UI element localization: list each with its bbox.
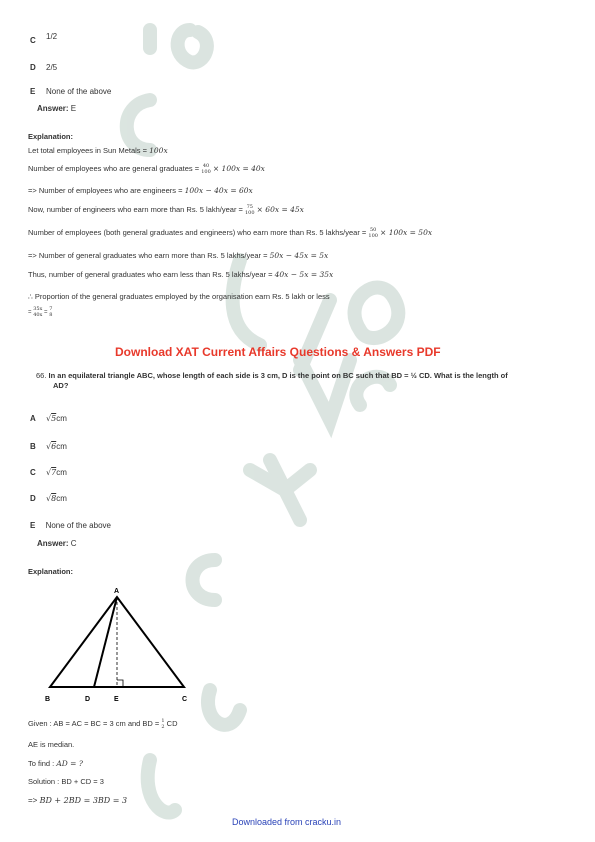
fraction-denominator: 40x	[33, 312, 43, 318]
sqrt-sign: √6	[46, 442, 57, 451]
fraction-denominator: 100	[368, 233, 378, 239]
option-text: None of the above	[45, 521, 111, 530]
question-number: 66.	[36, 371, 47, 380]
option-letter: E	[30, 521, 36, 530]
line-math: 40x − 5x = 35x	[274, 270, 334, 279]
radicand: 5	[51, 414, 57, 423]
option-letter: C	[30, 468, 36, 477]
option-letter: A	[30, 414, 36, 423]
answer-line	[37, 104, 76, 113]
fraction-denominator: 8	[49, 312, 53, 318]
explanation-heading-2: Explanation:	[28, 567, 74, 576]
line-text: => Number of general graduates who earn more than Rs. 5 lakhs/year =	[28, 251, 270, 260]
solution-line: Solution : BD + CD = 3	[28, 777, 104, 786]
fraction-numerator: 7	[49, 306, 53, 312]
line-text: Thus, number of general graduates who earn less than Rs. 5 lakhs/year =	[28, 270, 275, 279]
fraction-denominator: 100	[201, 169, 211, 175]
median-line: AE is median.	[28, 740, 75, 749]
fraction-numerator: 35x	[33, 306, 43, 312]
fraction-numerator: 40	[202, 163, 210, 169]
final-line	[28, 796, 127, 805]
option-letter: D	[30, 494, 36, 503]
segment-ad	[94, 597, 117, 687]
fraction-numerator: 75	[246, 204, 253, 210]
equals-sign: =	[28, 309, 32, 316]
option-d-text: 2/5	[46, 63, 58, 72]
line-text: Number of employees who are general graduates =	[28, 163, 202, 173]
explanation-line-2	[28, 163, 265, 175]
explanation-line-8: ∴ Proportion of the general graduates employed by the organisation earn Rs. 5 lakh or less	[28, 292, 330, 301]
vertex-c-label: C	[182, 696, 188, 703]
triangle-diagram	[40, 583, 200, 708]
option-a	[30, 414, 67, 423]
answer-value: C	[70, 539, 77, 548]
answer-value: E	[70, 104, 77, 113]
vertex-a-label: A	[114, 588, 120, 595]
line-math: AD = ?	[56, 759, 83, 768]
fraction-denominator: 2	[161, 724, 165, 730]
line-math: 100x	[149, 146, 168, 155]
explanation-line-3	[28, 186, 253, 195]
radicand: 7	[51, 468, 57, 477]
fraction	[245, 204, 255, 216]
explanation-line-1	[28, 146, 168, 155]
option-d-letter: D	[30, 63, 36, 72]
line-math: BD + 2BD = 3BD = 3	[39, 796, 128, 805]
download-banner-link[interactable]: Download XAT Current Affairs Questions & Answers PDF	[115, 345, 441, 359]
fraction	[49, 306, 52, 318]
unit: cm	[56, 494, 67, 503]
to-find-line	[28, 759, 83, 768]
sqrt-sign: √7	[46, 468, 57, 477]
explanation-line-4	[28, 204, 304, 216]
line-text: => Number of employees who are engineers =	[28, 186, 185, 195]
explanation-line-9	[28, 306, 52, 318]
fraction-numerator: 50	[369, 227, 377, 233]
vertex-b-label: B	[45, 696, 51, 703]
unit: cm	[56, 468, 67, 477]
line-math: × 60x = 45x	[256, 204, 304, 214]
explanation-line-5	[28, 227, 432, 239]
option-letter: B	[30, 442, 36, 451]
point-d-label: D	[85, 696, 91, 703]
point-e-label: E	[114, 696, 119, 703]
line-math: 50x − 45x = 5x	[269, 251, 329, 260]
answer-label: Answer:	[37, 539, 69, 548]
sqrt-sign: √8	[46, 494, 57, 503]
sqrt-sign: √5	[46, 414, 57, 423]
right-angle-mark	[117, 680, 123, 687]
option-d	[30, 494, 67, 503]
option-e	[30, 521, 111, 530]
question-66	[36, 370, 508, 382]
fraction	[33, 306, 42, 318]
question-text-line-2: AD?	[53, 381, 69, 390]
answer-line-2	[37, 539, 77, 548]
explanation-line-6	[28, 251, 328, 260]
radicand: 6	[51, 442, 57, 451]
line-math: × 100x = 40x	[212, 163, 265, 173]
option-c-letter: C	[30, 36, 36, 45]
fraction	[368, 227, 378, 239]
question-text-line-1: In an equilateral triangle ABC, whose length of each side is 3 cm, D is the point on BC such that BD = ½ CD. What is the length of	[48, 371, 508, 380]
radicand: 8	[51, 494, 57, 503]
line-text: Now, number of engineers who earn more than Rs. 5 lakh/year =	[28, 204, 245, 214]
fraction-denominator: 100	[245, 210, 255, 216]
explanation-heading: Explanation:	[28, 132, 74, 141]
equals-sign: =	[44, 309, 48, 316]
option-b	[30, 442, 67, 451]
option-e-text: None of the above	[46, 87, 112, 96]
line-math: × 100x = 50x	[380, 227, 433, 237]
line-text: Number of employees (both general graduates and engineers) who earn more than Rs. 5 lakhs/year =	[28, 227, 369, 237]
answer-label: Answer:	[37, 104, 69, 113]
option-e-letter: E	[30, 87, 36, 96]
line-text: To find :	[28, 759, 57, 768]
footer-link[interactable]: Downloaded from cracku.in	[232, 817, 342, 827]
fraction-numerator: 1	[161, 718, 165, 724]
given-line	[28, 718, 178, 730]
option-c-text: 1/2	[46, 32, 58, 41]
line-math: 100x − 40x = 60x	[184, 186, 253, 195]
line-text: Given : AB = AC = BC = 3 cm and BD =	[28, 718, 162, 728]
line-text: =>	[28, 796, 40, 805]
unit: cm	[56, 442, 67, 451]
line-text: Let total employees in Sun Metals =	[28, 146, 150, 155]
unit: cm	[56, 414, 67, 423]
line-suffix: CD	[164, 718, 178, 728]
fraction	[201, 163, 211, 175]
option-c	[30, 468, 67, 477]
explanation-line-7	[28, 270, 333, 279]
